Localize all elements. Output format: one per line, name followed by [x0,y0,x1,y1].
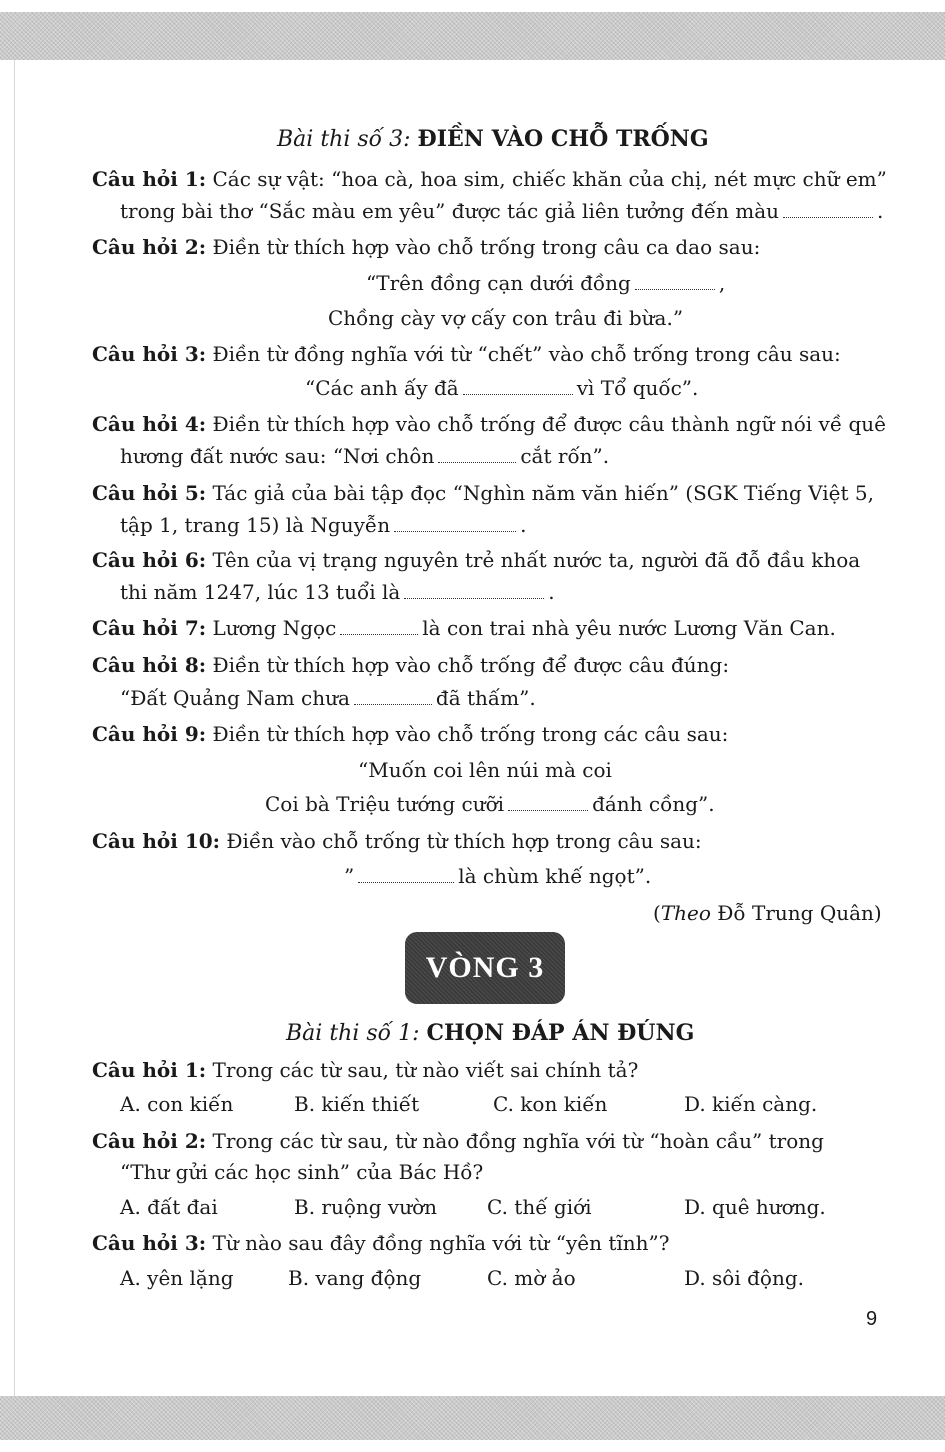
option-a[interactable]: A. con kiến [120,1092,234,1116]
quote-text: “Các anh ấy đã [305,376,459,400]
answer-blank[interactable] [635,275,715,290]
section-heading-title: ĐIỀN VÀO CHỖ TRỐNG [417,126,709,152]
question-text: Tên của vị trạng nguyên trẻ nhất nước ta, người đã đỗ đầu khoa [212,548,861,572]
source-attribution [653,899,882,927]
section-heading [286,1019,694,1048]
verse-line [265,790,715,818]
option-c[interactable]: C. mờ ảo [487,1266,576,1290]
option-d[interactable]: D. quê hương. [684,1195,826,1219]
question-label: Câu hỏi 3: [92,342,207,366]
round-badge [405,932,565,1004]
question-4-cont [120,442,609,470]
paren: ( [653,901,661,925]
quote-line [344,862,651,890]
punct: . [877,199,884,223]
answer-blank[interactable] [783,203,873,218]
question-label: Câu hỏi 7: [92,616,207,640]
mc-question-3 [92,1229,670,1257]
option-d[interactable]: D. kiến càng. [684,1092,818,1116]
question-text: Trong các từ sau, từ nào viết sai chính tả? [212,1058,639,1082]
question-7 [92,614,836,642]
quote-line [305,374,698,402]
answer-blank[interactable] [438,448,516,463]
verse-text: Coi bà Triệu tướng cưỡi [265,792,505,816]
round-badge-label: VÒNG 3 [425,951,545,984]
question-label: Câu hỏi 8: [92,653,207,677]
bottom-scan-band [0,1396,945,1440]
question-text: Điền từ đồng nghĩa với từ “chết” vào chỗ trống trong câu sau: [212,342,841,366]
question-label: Câu hỏi 9: [92,722,207,746]
option-a[interactable]: A. yên lặng [120,1266,234,1290]
question-label: Câu hỏi 2: [92,235,207,259]
question-5 [92,479,874,507]
page-edge [14,60,15,1396]
section-heading-title: CHỌN ĐÁP ÁN ĐÚNG [426,1020,695,1046]
option-c[interactable]: C. kon kiến [493,1092,608,1116]
verse-line [366,269,725,297]
punct: . [520,513,527,537]
question-3 [92,340,841,368]
answer-blank[interactable] [394,517,516,532]
question-text: “Thư gửi các học sinh” của Bác Hồ? [120,1160,484,1184]
question-label: Câu hỏi 1: [92,167,207,191]
section-heading [277,125,709,154]
question-label: Câu hỏi 10: [92,829,221,853]
answer-blank[interactable] [508,796,588,811]
question-label: Câu hỏi 4: [92,412,207,436]
punct: . [548,580,555,604]
section-heading-label: Bài thi số 1: [286,1021,420,1046]
answer-blank[interactable] [358,868,454,883]
section-heading-label: Bài thi số 3: [277,127,411,152]
question-2 [92,233,760,261]
verse-text: “Trên đồng cạn dưới đồng [366,271,631,295]
question-text: Điền từ thích hợp vào chỗ trống để được câu thành ngữ nói về quê [212,412,886,436]
question-9 [92,720,728,748]
question-label: Câu hỏi 6: [92,548,207,572]
question-text: tập 1, trang 15) là Nguyễn [120,513,391,537]
source-label: Theo [660,901,711,925]
question-label: Câu hỏi 3: [92,1231,207,1255]
option-b[interactable]: B. ruộng vườn [294,1195,438,1219]
question-text: trong bài thơ “Sắc màu em yêu” được tác giả liên tưởng đến màu [120,199,780,223]
answer-blank[interactable] [340,620,418,635]
quote-text: ” [344,864,355,888]
question-text: Điền vào chỗ trống từ thích hợp trong câu sau: [226,829,702,853]
mc-question-2-cont [120,1158,483,1186]
verse-line [328,304,683,332]
question-6 [92,546,860,574]
answer-blank[interactable] [404,584,544,599]
verse-text: Chồng cày vợ cấy con trâu đi bừa.” [328,306,684,330]
question-text: là con trai nhà yêu nước Lương Văn Can. [422,616,836,640]
question-text: Tác giả của bài tập đọc “Nghìn năm văn hiến” (SGK Tiếng Việt 5, [212,481,874,505]
question-1-cont [120,197,883,225]
option-d[interactable]: D. sôi động. [684,1266,804,1290]
question-text: “Đất Quảng Nam chưa [120,686,350,710]
question-label: Câu hỏi 1: [92,1058,207,1082]
option-b[interactable]: B. vang động [288,1266,422,1290]
source-author: Đỗ Trung Quân) [717,901,882,925]
punct: , [718,271,726,295]
mc-question-1 [92,1056,638,1084]
question-text: Từ nào sau đây đồng nghĩa với từ “yên tĩnh”? [212,1231,670,1255]
question-text: Điền từ thích hợp vào chỗ trống để được câu đúng: [212,653,730,677]
verse-line [358,756,612,784]
question-8 [92,651,729,679]
question-8-cont [120,684,536,712]
top-scan-band [0,12,945,60]
question-5-cont [120,511,526,539]
question-text: Các sự vật: “hoa cà, hoa sim, chiếc khăn của chị, nét mực chữ em” [212,167,887,191]
question-label: Câu hỏi 5: [92,481,207,505]
quote-text: vì Tổ quốc”. [576,376,699,400]
question-4 [92,410,886,438]
question-text: hương đất nước sau: “Nơi chôn [120,444,435,468]
question-6-cont [120,578,555,606]
question-text: Trong các từ sau, từ nào đồng nghĩa với từ “hoàn cầu” trong [212,1129,824,1153]
question-10 [92,827,702,855]
option-b[interactable]: B. kiến thiết [294,1092,420,1116]
question-label: Câu hỏi 2: [92,1129,207,1153]
question-text: cắt rốn”. [520,444,610,468]
verse-text: “Muốn coi lên núi mà coi [358,758,612,782]
question-text: Điền từ thích hợp vào chỗ trống trong câu ca dao sau: [212,235,761,259]
quote-text: là chùm khế ngọt”. [458,864,652,888]
question-text: Điền từ thích hợp vào chỗ trống trong các câu sau: [212,722,729,746]
option-a[interactable]: A. đất đai [120,1195,218,1219]
option-c[interactable]: C. thế giới [487,1195,592,1219]
question-text: thi năm 1247, lúc 13 tuổi là [120,580,401,604]
question-1 [92,165,887,193]
question-text: đã thấm”. [435,686,536,710]
answer-blank[interactable] [463,380,573,395]
page-number: 9 [866,1308,878,1330]
mc-question-2 [92,1127,824,1155]
question-text: Lương Ngọc [212,616,337,640]
answer-blank[interactable] [354,690,432,705]
verse-text: đánh cồng”. [592,792,715,816]
